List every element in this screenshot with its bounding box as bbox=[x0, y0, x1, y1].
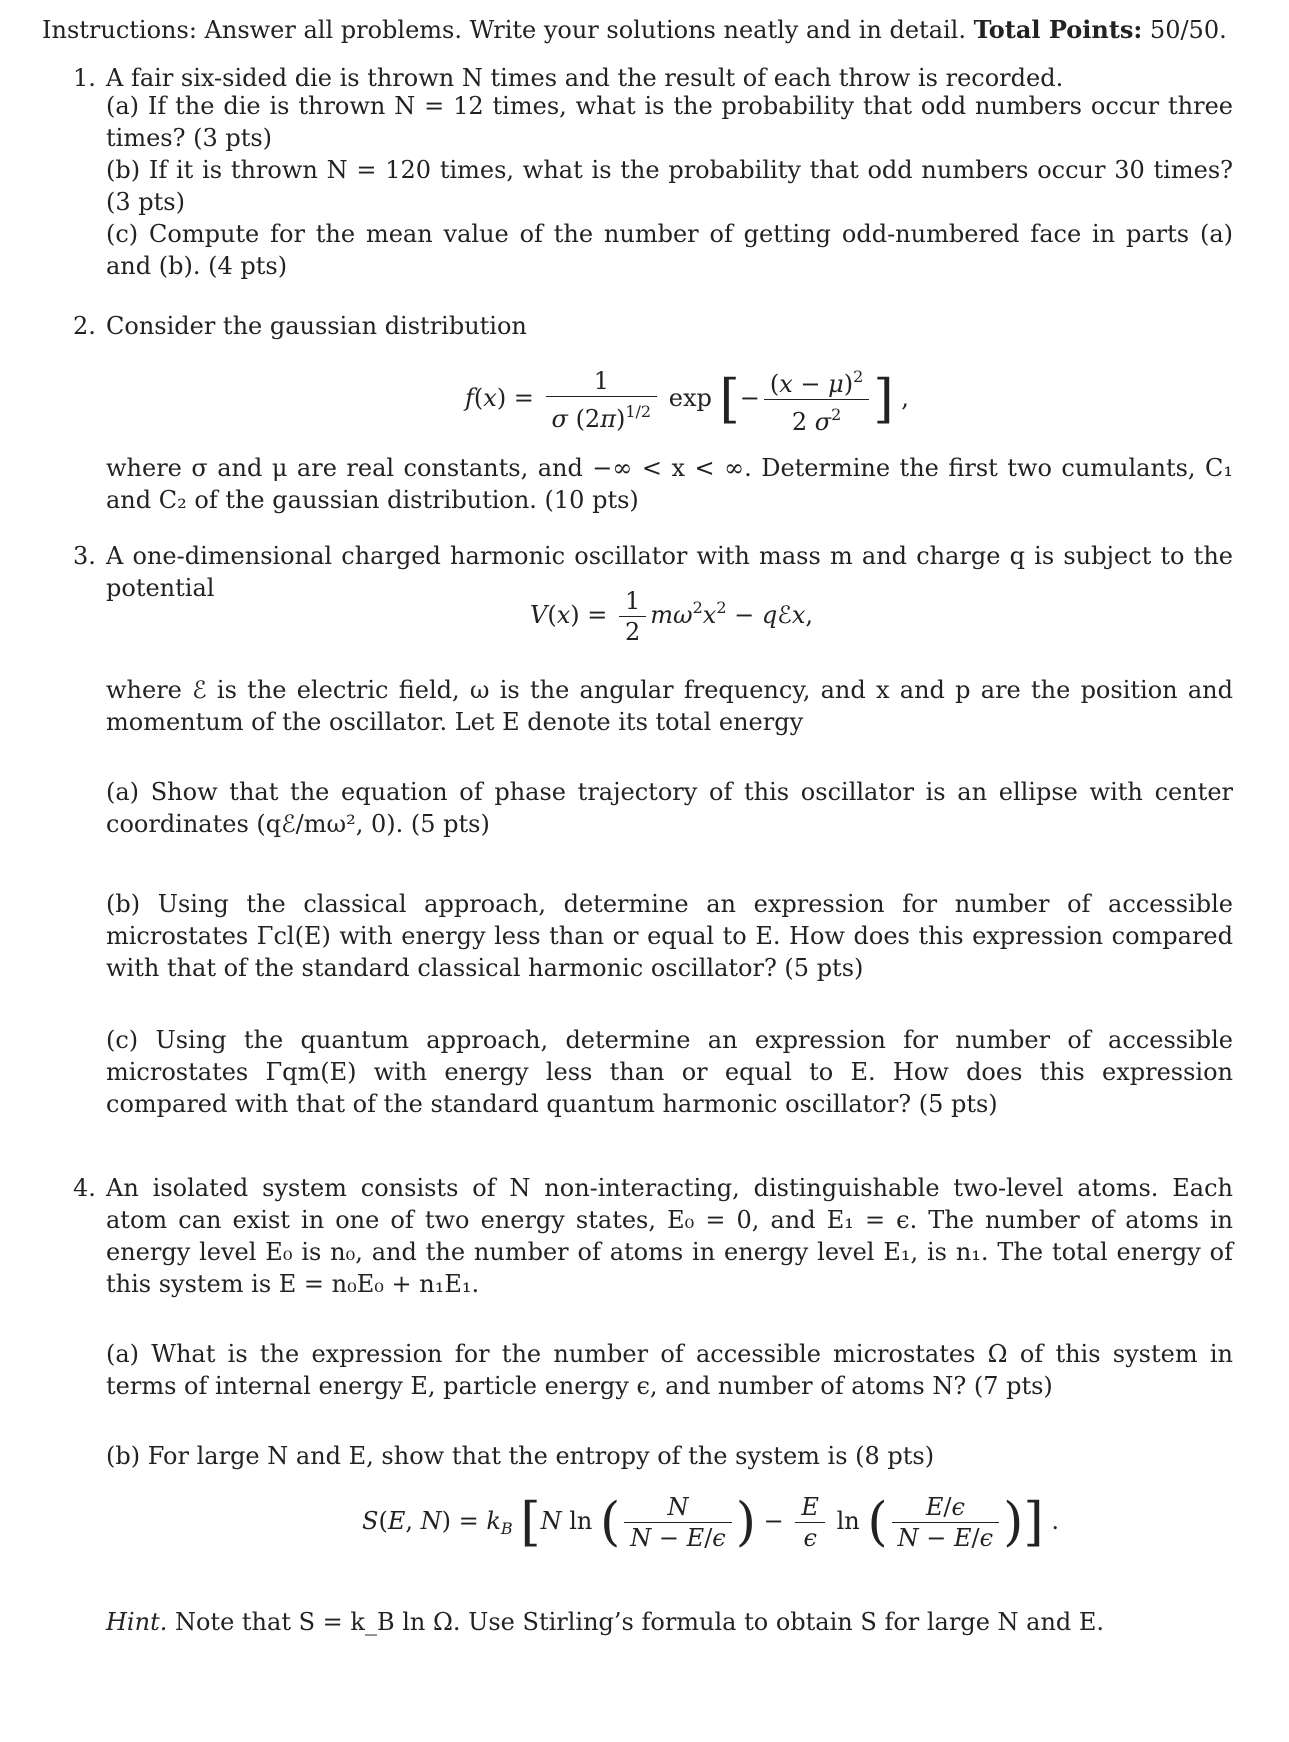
problem-part: (c) Compute for the mean value of the number of getting odd-numbered face in parts (a) and (b). (4 pts) bbox=[106, 220, 1233, 280]
problem-3-body bbox=[73, 674, 1233, 738]
problem-2 bbox=[73, 310, 1233, 342]
problem-intro: A fair six-sided die is thrown N times and the result of each throw is recorded. bbox=[106, 64, 1064, 92]
problem-part: (a) Show that the equation of phase trajectory of this oscillator is an ellipse with center coordinates (qℰ/mω², 0). (5 pts) bbox=[106, 778, 1233, 838]
potential-equation: V(x) = $\frac{1}{2}$ $m\omega^2x^2$ − qℰx, bbox=[530, 587, 813, 646]
problem-part: (b) If it is thrown N = 120 times, what is the probability that odd numbers occur 30 times? (3 pts) bbox=[106, 156, 1233, 216]
problem-intro: An isolated system consists of N non-interacting, distinguishable two-level atoms. Each atom can exist in one of two energy states, E₀ = 0, and E₁ = ϵ. The number of atoms in energy level E₀ is n₀, and the number of atoms in energy level E₁, is n₁. The total energy of this system is E = n₀E₀ + n₁E₁. bbox=[106, 1174, 1233, 1298]
instructions bbox=[42, 14, 1242, 46]
problem-part: (b) For large N and E, show that the entropy of the system is (8 pts) bbox=[106, 1442, 935, 1470]
problem-part: (a) What is the expression for the number of accessible microstates Ω of this system in terms of internal energy E, particle energy ϵ, and number of atoms N? (7 pts) bbox=[106, 1340, 1233, 1400]
problem-part: (b) Using the classical approach, determine an expression for number of accessible microstates Γcl(E) with energy less than or equal to E. How does this expression compared with that of the standard classical harmonic oscillator? (5 pts) bbox=[106, 890, 1233, 982]
hint-label: Hint. bbox=[106, 1608, 168, 1636]
total-points-value: 50/50. bbox=[1149, 16, 1227, 44]
problem-number: 2. bbox=[73, 312, 96, 340]
problem-3c bbox=[73, 1024, 1233, 1120]
problem-1 bbox=[73, 62, 1233, 282]
problem-4 bbox=[73, 1172, 1233, 1300]
problem-part: (a) If the die is thrown N = 12 times, what is the probability that odd numbers occur three times? (3 pts) bbox=[106, 92, 1233, 152]
problem-number: 3. bbox=[73, 542, 96, 570]
problem-part: (c) Using the quantum approach, determine an expression for number of accessible microstates Γqm(E) with energy less than or equal to E. How does this expression compared with that of the standard quantum harmonic oscillator? (5 pts) bbox=[106, 1026, 1233, 1118]
gaussian-equation: f(x) = $\frac{1}{\sigma (2\pi)^{1/2}}$ exp [− $\frac{(x - \mu)^2}{2 \sigma^2}$ ] , bbox=[465, 362, 909, 437]
total-points-label: Total Points: bbox=[973, 15, 1143, 44]
problem-text: where σ and μ are real constants, and −∞ < x < ∞. Determine the first two cumulants, C₁ and C₂ of the gaussian distribution. (10 pts) bbox=[106, 454, 1233, 514]
problem-text: where ℰ is the electric field, ω is the angular frequency, and x and p are the position and momentum of the oscillator. Let E denote its total energy bbox=[106, 676, 1233, 736]
problem-number: 4. bbox=[73, 1174, 96, 1202]
entropy-equation: S(E, $N) = k_B$ [N ln ( $\frac{N}{N - E/\epsilon}$ ) − $\frac{E}{\epsilon}$ ln ( $\frac{E/\epsilon}{N - E/\epsilon}$ )] . bbox=[362, 1492, 1059, 1553]
problem-3b bbox=[73, 888, 1233, 984]
hint-text: Note that S = k_B ln Ω. Use Stirling’s formula to obtain S for large N and E. bbox=[174, 1608, 1105, 1636]
problem-intro: Consider the gaussian distribution bbox=[106, 312, 527, 340]
problem-3a bbox=[73, 776, 1233, 840]
instructions-text: Instructions: Answer all problems. Write your solutions neatly and in detail. bbox=[42, 16, 966, 44]
problem-2-body bbox=[73, 452, 1233, 516]
problem-intro: A one-dimensional charged harmonic oscillator with mass m and charge q is subject to the potential bbox=[106, 542, 1233, 602]
problem-4b bbox=[73, 1440, 1233, 1472]
problem-number: 1. bbox=[73, 64, 96, 92]
problem-4a bbox=[73, 1338, 1233, 1402]
hint bbox=[73, 1606, 1233, 1638]
